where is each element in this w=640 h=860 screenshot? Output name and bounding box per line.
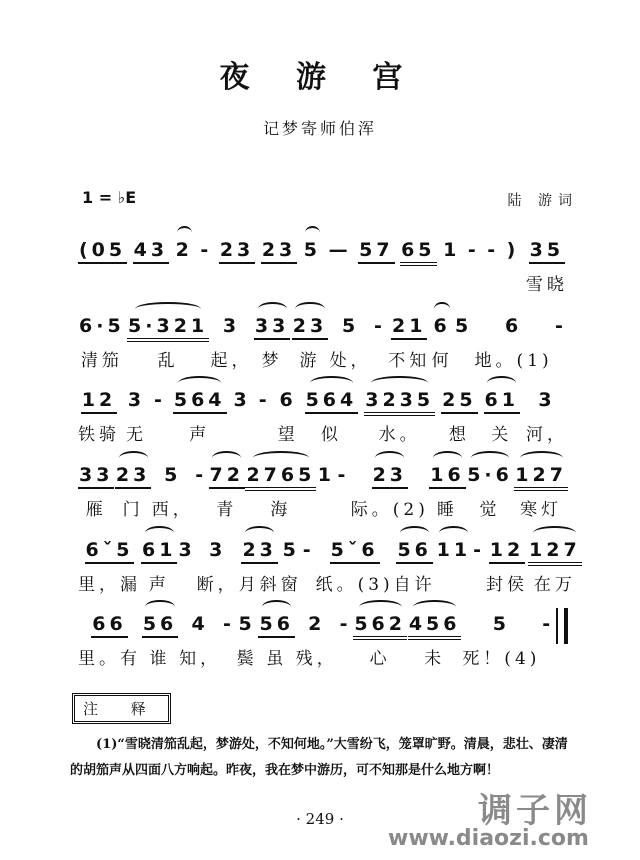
- notes: -: [555, 315, 567, 337]
- notes: 56: [258, 613, 294, 638]
- lyric: [274, 270, 283, 290]
- lyric: 河，: [525, 425, 568, 445]
- lyric: [449, 570, 458, 590]
- notes: 6ˇ5: [85, 539, 135, 564]
- notes: -: [339, 613, 352, 635]
- note-group: [78, 238, 127, 290]
- notes: 65: [400, 239, 436, 266]
- notes: -: [302, 539, 315, 561]
- slur: [471, 451, 509, 465]
- notes: 2: [308, 613, 326, 635]
- notes: 5·321: [127, 315, 209, 342]
- note-group: [454, 314, 473, 366]
- notes: (05: [78, 239, 127, 264]
- lyric: 未: [424, 649, 446, 669]
- notes: 6: [433, 315, 451, 337]
- slur: [295, 302, 324, 316]
- slur: [145, 526, 174, 540]
- lyric: [308, 270, 317, 290]
- lyric: 无: [125, 425, 147, 445]
- notes: 23: [292, 315, 328, 340]
- note-group: [541, 612, 555, 664]
- slur: [439, 526, 468, 540]
- slur: [433, 451, 462, 465]
- notes: 3: [538, 389, 556, 411]
- lyric: [146, 270, 155, 290]
- slur: [533, 526, 576, 540]
- slur: [487, 376, 516, 390]
- lyric: [508, 270, 517, 290]
- lyric: 死！(4): [462, 649, 541, 669]
- song-subtitle: 记梦寄师伯浑: [262, 119, 377, 138]
- note-group: [233, 388, 252, 440]
- notes: 56: [142, 613, 178, 638]
- lyric: [414, 270, 423, 290]
- note-group: [394, 538, 436, 595]
- notes: 72: [209, 464, 245, 489]
- lyric: [447, 270, 456, 290]
- lyric: 鬓: [236, 649, 258, 669]
- lyric: 封侯: [486, 575, 529, 595]
- notes: —: [328, 239, 352, 261]
- note-group: [364, 388, 435, 445]
- page-number: · 249 ·: [296, 810, 344, 828]
- notes: 21: [391, 315, 427, 340]
- notes: 23: [219, 239, 255, 264]
- lyric: [556, 346, 565, 366]
- note-group: [305, 388, 359, 445]
- slur: [212, 451, 241, 465]
- note-group: [177, 538, 196, 590]
- notes: 12: [489, 539, 525, 564]
- notes: 43: [133, 239, 169, 264]
- notes: 3: [233, 389, 251, 411]
- lyric: 何: [431, 351, 453, 371]
- note-group: [514, 463, 568, 520]
- notes: 3: [209, 539, 227, 561]
- slur: [520, 451, 563, 465]
- slur: [258, 302, 287, 316]
- notes: -: [473, 539, 486, 561]
- notes: 23: [261, 239, 297, 264]
- lyric: 海: [270, 500, 292, 520]
- slur: [177, 226, 192, 240]
- note-group: [173, 388, 227, 445]
- lyric: 水。: [378, 425, 421, 445]
- slur: [371, 376, 428, 390]
- notes: 6: [504, 315, 523, 337]
- slur: [119, 451, 148, 465]
- note-group: [78, 388, 120, 445]
- note-group: [261, 238, 297, 290]
- slur: [305, 226, 320, 240]
- lyric: [335, 270, 344, 290]
- lyric: 处，: [329, 351, 372, 371]
- lyric: 声: [189, 425, 211, 445]
- lyric: [459, 346, 468, 366]
- lyric: 声: [148, 575, 170, 595]
- note-group: [475, 314, 553, 371]
- notes: 5: [454, 315, 473, 337]
- note-group: [353, 612, 407, 669]
- notes: -: [542, 613, 555, 635]
- note-group: [142, 612, 178, 669]
- notes: -: [258, 389, 271, 411]
- lyric: [224, 644, 233, 664]
- notes: 25: [441, 389, 477, 414]
- notes: 23: [372, 464, 408, 489]
- lyric: 雪晓: [525, 275, 568, 295]
- note-group: [328, 238, 353, 290]
- note-group: [302, 538, 316, 590]
- notes: 2765: [245, 464, 316, 491]
- slur: [310, 376, 353, 390]
- note-group: [179, 612, 221, 669]
- notes-heading: 注 释: [72, 693, 171, 724]
- note-group: [466, 463, 514, 520]
- lyric: 铁骑: [78, 425, 120, 445]
- notes: 5: [282, 539, 300, 561]
- notes: 5: [164, 464, 182, 486]
- slur: [145, 600, 174, 614]
- note-group: [316, 538, 394, 595]
- lyric: 际。(2): [350, 500, 429, 520]
- note-group: [554, 314, 568, 366]
- slur: [253, 451, 310, 465]
- lyric: 梦: [261, 351, 283, 371]
- final-barline: [556, 608, 568, 644]
- note-group: [199, 238, 213, 290]
- notes: 56: [396, 539, 432, 564]
- notes: 564: [305, 389, 359, 414]
- lyric: 西，: [151, 500, 194, 520]
- lyric: [339, 495, 348, 515]
- note-group: [254, 314, 290, 371]
- note-group: [296, 612, 338, 669]
- lyric: [237, 420, 246, 440]
- note-group: [239, 538, 281, 595]
- notes: 33: [78, 464, 114, 489]
- note-group: [245, 463, 316, 520]
- watermark-url: www.diaozi.com: [388, 826, 589, 851]
- lyric: 纸。(3): [315, 575, 394, 595]
- slur: [135, 302, 201, 316]
- lyric: 似: [320, 425, 342, 445]
- note-group: [429, 463, 465, 520]
- lyric: 觉: [479, 500, 501, 520]
- notes: 66: [91, 613, 127, 638]
- note-group: [258, 388, 272, 440]
- slur: [178, 376, 221, 390]
- notes: ): [506, 239, 520, 261]
- notes: 12: [81, 389, 117, 414]
- lyric: [488, 270, 497, 290]
- notes: -: [467, 239, 480, 261]
- notes: 61: [141, 539, 177, 564]
- note-group: [486, 238, 500, 290]
- lyric: [98, 270, 107, 290]
- notes: 33: [254, 315, 290, 340]
- lyric: 望: [277, 425, 299, 445]
- notes: 23: [241, 539, 277, 564]
- notes: -: [153, 389, 166, 411]
- note-group: [339, 612, 353, 664]
- notes: 1: [443, 239, 461, 261]
- note-group: [506, 238, 521, 290]
- lyric: 关: [491, 425, 513, 445]
- note-group: [442, 238, 461, 290]
- notes: 5: [303, 239, 322, 261]
- notes: 3235: [364, 389, 435, 416]
- lyric: 谁: [149, 649, 171, 669]
- score-line: [78, 388, 568, 445]
- song-title: 夜 游 宫: [219, 60, 421, 95]
- note-group: [209, 463, 245, 520]
- note-group: [292, 314, 328, 371]
- lyric: 起，: [210, 351, 253, 371]
- notes: 1: [317, 464, 335, 486]
- lyric: 寒灯: [520, 500, 563, 520]
- notes: 11: [436, 539, 472, 561]
- lyric: [180, 270, 189, 290]
- lyric: 窗: [280, 575, 302, 595]
- lyric: [372, 270, 381, 290]
- note-group: [194, 463, 208, 515]
- note-group: [281, 538, 302, 595]
- lyric: [474, 570, 483, 590]
- note-group: [175, 238, 194, 290]
- notes: 5: [238, 613, 256, 635]
- lyricist: 陆 游词: [507, 193, 578, 209]
- notes: 2: [175, 239, 193, 261]
- notes: 6: [279, 389, 297, 411]
- lyric: 睡: [437, 500, 459, 520]
- notes: -: [373, 315, 386, 337]
- note-group: [400, 238, 436, 290]
- note-group: [486, 538, 528, 595]
- notes: 35: [529, 239, 565, 264]
- notes: -: [222, 613, 235, 635]
- lyric: [232, 270, 241, 290]
- lyric: [469, 270, 478, 290]
- slur: [262, 600, 291, 614]
- note-group: [278, 388, 299, 445]
- note-group: [432, 314, 453, 371]
- note-group: [441, 388, 477, 445]
- lyric: [182, 570, 191, 590]
- note-group: [303, 238, 322, 290]
- score-line: [78, 538, 581, 595]
- note-group: [528, 538, 582, 595]
- note-group: [258, 612, 294, 669]
- slur: [245, 526, 274, 540]
- lyric: 里。有: [78, 649, 141, 669]
- note-group: [133, 238, 169, 290]
- notes: 6·5: [79, 315, 125, 337]
- note-group: [351, 463, 429, 520]
- notes: 5: [341, 315, 360, 337]
- note-group: [197, 538, 239, 595]
- lyric: 里，漏: [78, 575, 141, 595]
- lyric: 心: [369, 649, 391, 669]
- lyric: 雁: [85, 500, 107, 520]
- note-group: [467, 238, 481, 290]
- notes: 5: [492, 613, 510, 635]
- lyric: 游: [299, 351, 321, 371]
- notes: 3: [222, 315, 241, 337]
- note-group: [317, 463, 336, 515]
- note-group: [78, 612, 141, 669]
- note-group: [484, 388, 520, 445]
- lyric: 残，: [295, 649, 338, 669]
- notes: 562: [353, 613, 407, 640]
- lyric: 清笳: [80, 351, 123, 371]
- lyric: 自许: [393, 575, 436, 595]
- slur: [413, 600, 456, 614]
- lyric: 虽: [266, 649, 288, 669]
- note-group: [78, 314, 126, 371]
- notes: -: [195, 464, 208, 486]
- lyric: [196, 495, 205, 515]
- notes: -: [200, 239, 213, 261]
- notes: 3: [127, 389, 146, 411]
- lyric: 门: [122, 500, 144, 520]
- lyric: 断，: [196, 575, 239, 595]
- note-group: [126, 388, 147, 445]
- annotation-text: (1)“雪晓清笳乱起，梦游处，不知何地。”大雪纷飞，笼罩旷野。清晨，悲壮、凄清的胡笳声从四面八方响起。昨夜，我在梦中游历，可不知那是什么地方啊！: [70, 737, 568, 778]
- note-group: [115, 463, 151, 520]
- note-group: [526, 238, 568, 295]
- note-group: [141, 538, 177, 595]
- notes: 4: [191, 613, 209, 635]
- note-group: [462, 612, 540, 669]
- note-group: [152, 463, 194, 520]
- note-group: [78, 463, 114, 520]
- note-group: [408, 612, 462, 669]
- notes: 5ˇ6: [330, 539, 380, 564]
- lyric: [202, 270, 211, 290]
- note-group: [373, 314, 387, 366]
- note-group: [219, 238, 255, 290]
- notes: 23: [115, 464, 151, 489]
- lyric: 青: [216, 500, 238, 520]
- notes: 61: [484, 389, 520, 414]
- lyric: 月斜: [238, 575, 281, 595]
- score-line: [78, 314, 568, 371]
- note-group: [153, 388, 167, 440]
- lyric: 乱: [157, 351, 179, 371]
- notes: -: [487, 239, 500, 261]
- lyric: 知，: [179, 649, 222, 669]
- lyric: [155, 420, 164, 440]
- lyric: [260, 420, 269, 440]
- notes: 127: [514, 464, 568, 491]
- lyric: [322, 495, 331, 515]
- lyric: [375, 346, 384, 366]
- note-group: [78, 538, 141, 595]
- slur: [400, 526, 429, 540]
- note-group: [336, 463, 350, 515]
- lyric: 在万: [533, 575, 576, 595]
- key-signature: 1 = ♭E: [82, 188, 137, 207]
- score-line: [78, 612, 568, 669]
- note-group: [127, 314, 209, 371]
- score-line: [78, 238, 568, 295]
- note-group: [211, 314, 253, 371]
- lyric: 地。(1): [474, 351, 553, 371]
- lyric: [304, 570, 313, 590]
- notes: -: [337, 464, 350, 486]
- note-group: [358, 238, 394, 290]
- notes: 5·6: [467, 464, 513, 486]
- notes: 456: [408, 613, 462, 640]
- lyric: [543, 644, 552, 664]
- slur: [375, 451, 404, 465]
- notes: 127: [528, 539, 582, 566]
- notes: 564: [173, 389, 227, 414]
- slur: [434, 302, 449, 316]
- note-group: [388, 314, 430, 371]
- notes: 3: [178, 539, 196, 561]
- slur: [359, 600, 402, 614]
- note-group: [330, 314, 372, 371]
- notes: 57: [358, 239, 394, 264]
- lyric: 想: [448, 425, 470, 445]
- note-group: [436, 538, 472, 590]
- lyric: [341, 644, 350, 664]
- note-group: [472, 538, 486, 590]
- watermark-logo: 调子网: [478, 791, 592, 831]
- note-group: [526, 388, 568, 445]
- lyric: 不知: [388, 351, 431, 371]
- notes: 16: [429, 464, 465, 489]
- note-group: [222, 612, 236, 664]
- note-group: [237, 612, 258, 669]
- score-line: [78, 463, 568, 520]
